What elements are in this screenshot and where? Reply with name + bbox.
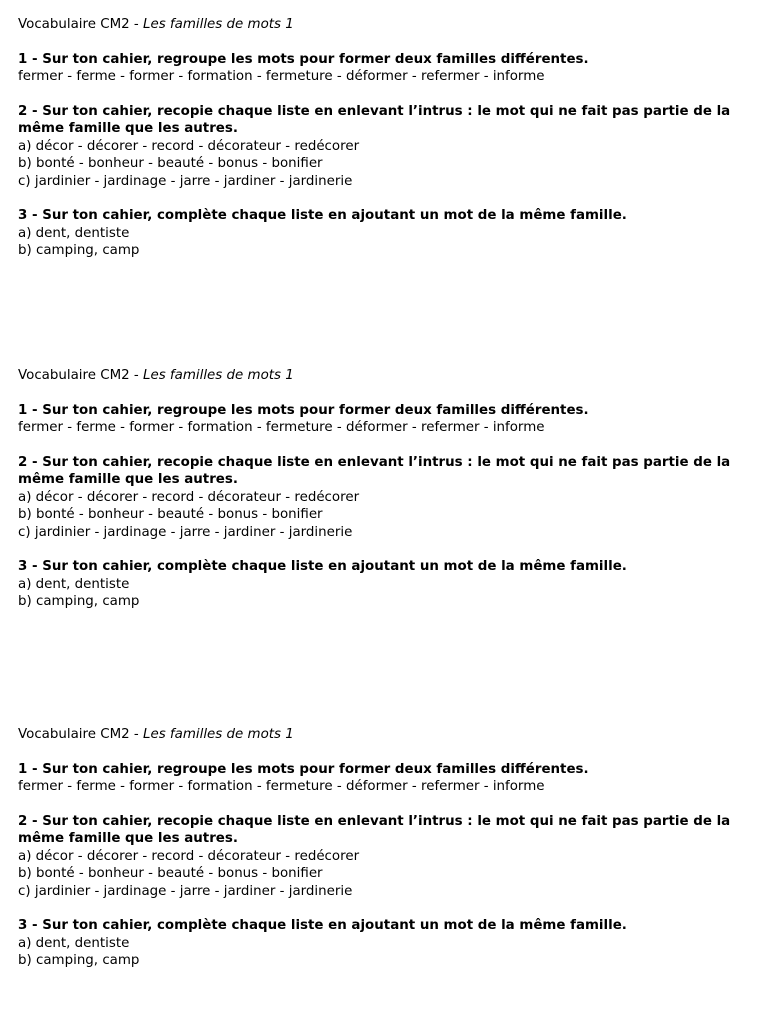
worksheet-3 xyxy=(18,726,748,970)
exercise-3-list-b: b) camping, camp xyxy=(18,594,140,609)
exercise-3 xyxy=(18,558,748,611)
worksheet-title xyxy=(18,367,748,385)
exercise-2-list-a: a) décor - décorer - record - décorateur - redécorer xyxy=(18,848,360,864)
exercise-2-list-b: b) bonté - bonheur - beauté - bonus - bonifier xyxy=(18,866,323,881)
worksheet-title xyxy=(18,16,748,34)
exercise-3-list-b: b) camping, camp xyxy=(18,243,140,258)
title-main: Vocabulaire CM2 - xyxy=(18,368,143,383)
exercise-2-list-c: c) jardinier - jardinage - jarre - jardiner - jardinerie xyxy=(18,883,353,899)
title-subtitle: Les familles de mots 1 xyxy=(143,17,294,32)
exercise-1-word-list: fermer - ferme - former - formation - fermeture - déformer - refermer - informe xyxy=(18,69,545,84)
exercise-3-list-a: a) dent, dentiste xyxy=(18,225,130,241)
exercise-1-heading: 1 - Sur ton cahier, regroupe les mots pour former deux familles différentes. xyxy=(18,51,589,67)
exercise-3-list-a: a) dent, dentiste xyxy=(18,935,130,951)
exercise-2-list-b: b) bonté - bonheur - beauté - bonus - bonifier xyxy=(18,156,323,171)
exercise-1-word-list: fermer - ferme - former - formation - fermeture - déformer - refermer - informe xyxy=(18,779,545,794)
exercise-3-list-b: b) camping, camp xyxy=(18,953,140,968)
exercise-1 xyxy=(18,761,748,796)
exercise-3-heading: 3 - Sur ton cahier, complète chaque liste en ajoutant un mot de la même famille. xyxy=(18,559,627,574)
exercise-2-list-a: a) décor - décorer - record - décorateur - redécorer xyxy=(18,489,360,505)
worksheet-title xyxy=(18,726,748,744)
worksheet-2 xyxy=(18,367,748,611)
exercise-1 xyxy=(18,402,748,437)
title-main: Vocabulaire CM2 - xyxy=(18,727,143,742)
exercise-2 xyxy=(18,813,748,901)
exercise-3-heading: 3 - Sur ton cahier, complète chaque liste en ajoutant un mot de la même famille. xyxy=(18,918,627,933)
exercise-2 xyxy=(18,103,748,191)
exercise-1-word-list: fermer - ferme - former - formation - fermeture - déformer - refermer - informe xyxy=(18,420,545,435)
exercise-1-heading: 1 - Sur ton cahier, regroupe les mots pour former deux familles différentes. xyxy=(18,761,589,777)
exercise-2-heading: 2 - Sur ton cahier, recopie chaque liste en enlevant l’intrus : le mot qui ne fait pas partie de la même famille que les autres. xyxy=(18,454,731,487)
exercise-2-list-c: c) jardinier - jardinage - jarre - jardiner - jardinerie xyxy=(18,524,353,540)
exercise-3-list-a: a) dent, dentiste xyxy=(18,576,130,592)
title-subtitle: Les familles de mots 1 xyxy=(143,727,294,742)
exercise-2-heading: 2 - Sur ton cahier, recopie chaque liste en enlevant l’intrus : le mot qui ne fait pas partie de la même famille que les autres. xyxy=(18,103,731,136)
exercise-1-heading: 1 - Sur ton cahier, regroupe les mots pour former deux familles différentes. xyxy=(18,402,589,418)
worksheet-1 xyxy=(18,16,748,260)
exercise-2-list-a: a) décor - décorer - record - décorateur - redécorer xyxy=(18,138,360,154)
exercise-1 xyxy=(18,51,748,86)
exercise-2-list-c: c) jardinier - jardinage - jarre - jardiner - jardinerie xyxy=(18,173,353,189)
exercise-2-list-b: b) bonté - bonheur - beauté - bonus - bonifier xyxy=(18,507,323,522)
exercise-3 xyxy=(18,207,748,260)
exercise-3 xyxy=(18,917,748,970)
exercise-2-heading: 2 - Sur ton cahier, recopie chaque liste en enlevant l’intrus : le mot qui ne fait pas partie de la même famille que les autres. xyxy=(18,813,731,846)
title-main: Vocabulaire CM2 - xyxy=(18,17,143,32)
exercise-3-heading: 3 - Sur ton cahier, complète chaque liste en ajoutant un mot de la même famille. xyxy=(18,208,627,223)
exercise-2 xyxy=(18,454,748,542)
title-subtitle: Les familles de mots 1 xyxy=(143,368,294,383)
